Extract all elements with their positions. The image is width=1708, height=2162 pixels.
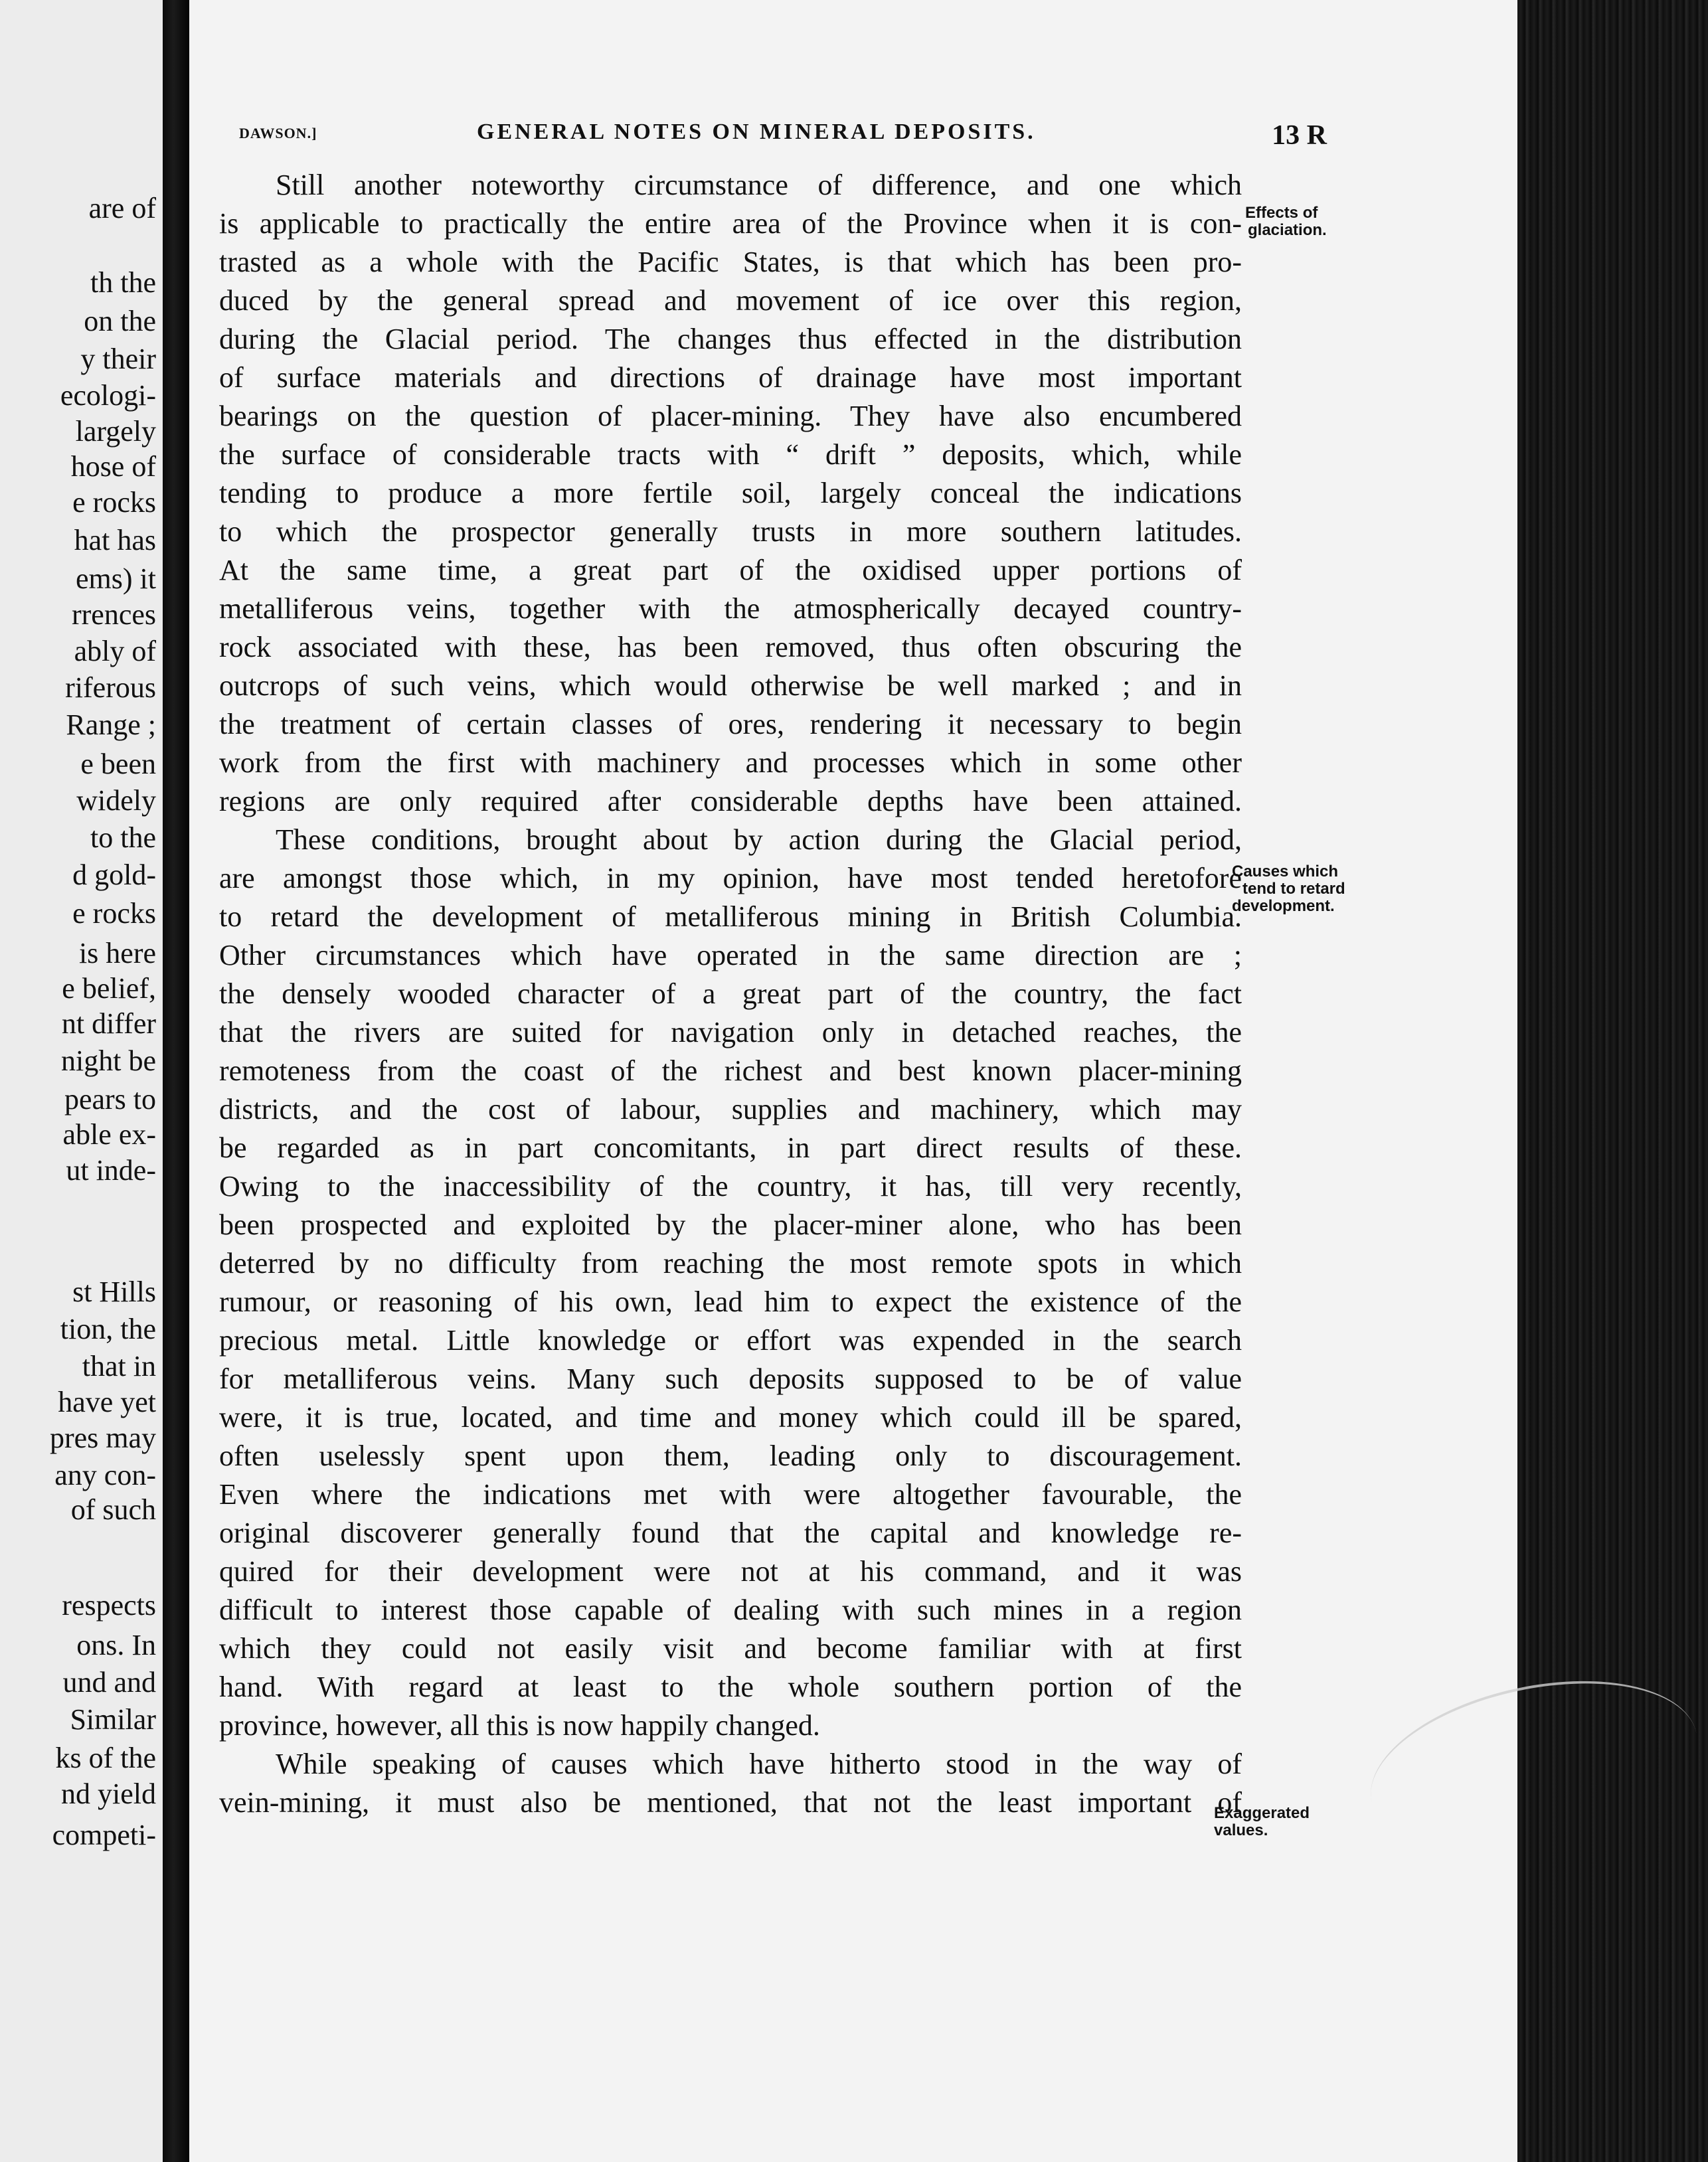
left-page-fragment: ecologi- [60, 379, 156, 412]
left-page-fragment: hose of [70, 450, 156, 483]
left-page-fragment: e been [80, 748, 156, 780]
sidenote-causes [1232, 863, 1345, 915]
text-line: precious metal. Little knowledge or effort was expended in the search [219, 1324, 1242, 1357]
left-page-fragment: competi- [52, 1819, 156, 1851]
sidenote-line: values. [1214, 1821, 1268, 1839]
left-page-fragment: hat has [74, 524, 156, 556]
left-page-fragment: y their [80, 343, 156, 375]
text-line: outcrops of such veins, which would otherwise be well marked ; and in [219, 669, 1242, 702]
left-page-fragment: st Hills [72, 1276, 156, 1308]
text-line: bearings on the question of placer-mining. They have also encumbered [219, 400, 1242, 432]
left-page-fragment: ut inde- [66, 1154, 156, 1187]
text-line: remoteness from the coast of the richest and best known placer-mining [219, 1054, 1242, 1087]
left-page-fragment: respects [62, 1589, 156, 1622]
paragraph [219, 166, 1242, 821]
text-line: vein-mining, it must also be mentioned, that not the least important of [219, 1786, 1242, 1819]
text-line: province, however, all this is now happily changed. [219, 1709, 820, 1742]
text-line: to retard the development of metalliferous mining in British Columbia. [219, 900, 1242, 933]
left-page-fragment: e rocks [72, 897, 156, 930]
author-tag: DAWSON.] [239, 125, 317, 141]
page-title: GENERAL NOTES ON MINERAL DEPOSITS. [477, 120, 1036, 144]
left-page-fragment: pres may [49, 1422, 156, 1454]
left-page-fragment: riferous [65, 671, 156, 704]
text-line: been prospected and exploited by the placer-miner alone, who has been [219, 1208, 1242, 1241]
left-page [0, 0, 163, 2162]
text-line: the surface of considerable tracts with “ drift ” deposits, which, while [219, 438, 1242, 471]
left-page-fragment: nd yield [61, 1778, 156, 1810]
text-line: Even where the indications met with were altogether favourable, the [219, 1478, 1242, 1511]
left-page-fragment: Similar [70, 1703, 156, 1736]
sidenote-glaciation [1245, 205, 1327, 239]
left-page-fragment: pears to [64, 1083, 156, 1116]
left-page-fragment: th the [90, 266, 156, 299]
text-line: Other circumstances which have operated in the same direction are ; [219, 939, 1242, 971]
text-line: were, it is true, located, and time and money which could ill be spared, [219, 1401, 1242, 1434]
sidenote-line: Effects of [1245, 204, 1318, 222]
book-gutter [163, 0, 189, 2162]
sidenote-line: Exaggerated [1214, 1804, 1310, 1822]
left-page-fragment: und and [62, 1666, 156, 1699]
text-line: deterred by no difficulty from reaching the most remote spots in which [219, 1247, 1242, 1280]
running-head [231, 120, 1327, 159]
text-line: trasted as a whole with the Pacific States, is that which has been pro- [219, 246, 1242, 278]
sidenote-line: glaciation. [1248, 221, 1327, 239]
left-page-fragment: nt differ [61, 1007, 156, 1040]
text-line: regions are only required after considerable depths have been attained. [219, 785, 1242, 817]
text-line: of surface materials and directions of drainage have most important [219, 361, 1242, 394]
text-line: that the rivers are suited for navigation only in detached reaches, the [219, 1016, 1242, 1048]
text-line: difficult to interest those capable of dealing with such mines in a region [219, 1594, 1242, 1626]
text-line: hand. With regard at least to the whole southern portion of the [219, 1671, 1242, 1703]
paragraph [219, 1745, 1242, 1822]
text-line: work from the first with machinery and processes which in some other [219, 746, 1242, 779]
body-text [219, 166, 1242, 1822]
text-line: original discoverer generally found that the capital and knowledge re- [219, 1517, 1242, 1549]
text-line: the treatment of certain classes of ores, rendering it necessary to begin [219, 708, 1242, 740]
left-page-fragment: of such [70, 1493, 156, 1526]
left-page-fragment: to the [90, 821, 156, 854]
text-line: These conditions, brought about by action during the Glacial period, [276, 823, 1242, 856]
text-line: for metalliferous veins. Many such deposits supposed to be of value [219, 1363, 1242, 1395]
text-line: rock associated with these, has been removed, thus often obscuring the [219, 631, 1242, 663]
sidenote-line: development. [1232, 897, 1335, 915]
left-page-fragment: ons. In [76, 1629, 156, 1661]
left-page-fragment: e rocks [72, 486, 156, 519]
text-line: quired for their development were not at his command, and it was [219, 1555, 1242, 1588]
left-page-fragment: ably of [74, 635, 156, 667]
text-line: metalliferous veins, together with the atmospherically decayed country- [219, 592, 1242, 625]
left-page-fragment: tion, the [60, 1313, 156, 1345]
left-page-fragment: largely [75, 415, 156, 448]
left-page-fragment: Range ; [66, 708, 156, 741]
left-page-fragment: are of [88, 192, 156, 224]
text-line: duced by the general spread and movement of ice over this region, [219, 284, 1242, 317]
text-line: is applicable to practically the entire area of the Province when it is con- [219, 207, 1242, 240]
text-line: are amongst those which, in my opinion, have most tended heretofore [219, 862, 1242, 894]
text-line: At the same time, a great part of the oxidised upper portions of [219, 554, 1242, 586]
text-line: districts, and the cost of labour, supplies and machinery, which may [219, 1093, 1242, 1125]
left-page-fragment: is here [78, 937, 156, 969]
left-page-fragment: ems) it [76, 562, 156, 595]
sidenote-line: Causes which [1232, 863, 1339, 880]
page-number: 13 R [1272, 120, 1327, 151]
left-page-fragment: that in [82, 1350, 156, 1382]
text-line: during the Glacial period. The changes thus effected in the distribution [219, 323, 1242, 355]
left-page-fragment: widely [76, 784, 156, 817]
text-line: the densely wooded character of a great part of the country, the fact [219, 977, 1242, 1010]
text-line: rumour, or reasoning of his own, lead him to expect the existence of the [219, 1286, 1242, 1318]
left-page-fragment: any con- [54, 1459, 156, 1491]
text-line: to which the prospector generally trusts in more southern latitudes. [219, 515, 1242, 548]
left-page-fragment: rrences [71, 598, 156, 631]
left-page-fragment: able ex- [62, 1118, 156, 1151]
left-page-fragment: night be [61, 1044, 156, 1077]
text-line: which they could not easily visit and become familiar with at first [219, 1632, 1242, 1665]
text-line: tending to produce a more fertile soil, largely conceal the indications [219, 477, 1242, 509]
left-page-fragment: e belief, [62, 972, 156, 1005]
left-page-fragment: on the [84, 305, 156, 337]
sidenote-line: tend to retard [1242, 880, 1345, 898]
left-page-fragment: ks of the [55, 1742, 156, 1774]
paragraph [219, 821, 1242, 1745]
text-line: Still another noteworthy circumstance of difference, and one which [276, 169, 1242, 201]
text-line: Owing to the inaccessibility of the country, it has, till very recently, [219, 1170, 1242, 1203]
sidenote-exaggerated [1214, 1805, 1310, 1839]
text-line: be regarded as in part concomitants, in part direct results of these. [219, 1131, 1242, 1164]
left-page-fragment: have yet [58, 1386, 156, 1418]
text-line: While speaking of causes which have hitherto stood in the way of [276, 1748, 1242, 1780]
left-page-fragment: d gold- [72, 859, 156, 891]
text-line: often uselessly spent upon them, leading only to discouragement. [219, 1440, 1242, 1472]
